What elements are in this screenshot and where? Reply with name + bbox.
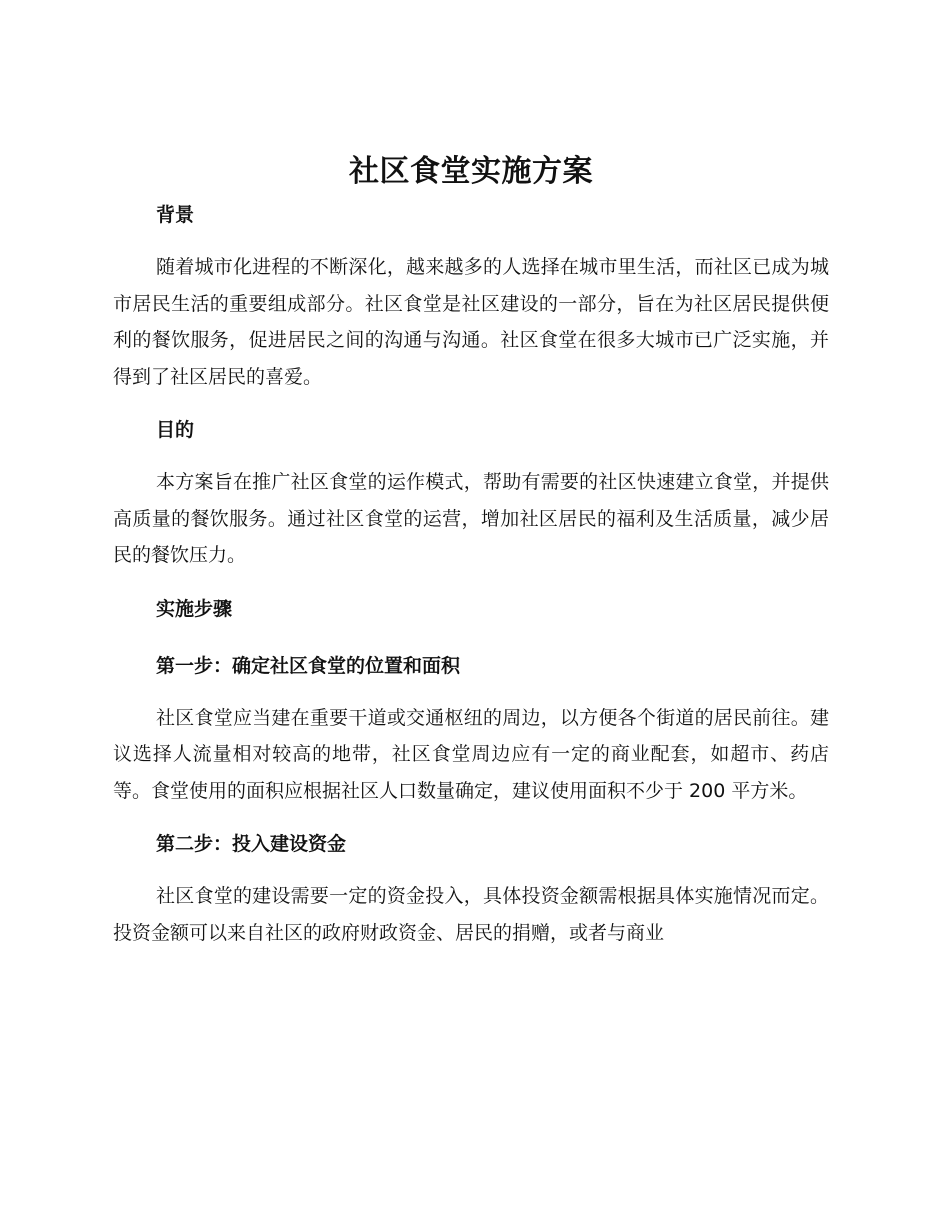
paragraph-step-2: 社区食堂的建设需要一定的资金投入，具体投资金额需根据具体实施情况而定。投资金额可以来自社区的政府财政资金、居民的捐赠，或者与商业 [113, 885, 829, 944]
section-heading-steps: 实施步骤 [156, 597, 233, 620]
step-heading-2: 第二步：投入建设资金 [156, 833, 347, 855]
paragraph-step-1: 社区食堂应当建在重要干道或交通枢纽的周边，以方便各个街道的居民前往。建议选择人流量相对较高的地带，社区食堂周边应有一定的商业配套，如超市、药店等。食堂使用的面积应根据社区人口数量确定，建议使用面积不少于 200 平方米。 [113, 706, 829, 802]
section-heading-goal: 目的 [156, 419, 195, 441]
step-heading-1: 第一步：确定社区食堂的位置和面积 [156, 654, 461, 677]
document-content [113, 150, 829, 951]
paragraph-background: 随着城市化进程的不断深化，越来越多的人选择在城市里生活，而社区已成为城市居民生活的重要组成部分。社区食堂是社区建设的一部分，旨在为社区居民提供便利的餐饮服务，促进居民之间的沟通与沟通。社区食堂在很多大城市已广泛实施，并得到了社区居民的喜爱。 [113, 256, 829, 388]
paragraph-goal: 本方案旨在推广社区食堂的运作模式，帮助有需要的社区快速建立食堂，并提供高质量的餐饮服务。通过社区食堂的运营，增加社区居民的福利及生活质量，减少居民的餐饮压力。 [113, 471, 829, 566]
section-heading-background: 背景 [156, 204, 195, 226]
document-title: 社区食堂实施方案 [349, 154, 593, 189]
